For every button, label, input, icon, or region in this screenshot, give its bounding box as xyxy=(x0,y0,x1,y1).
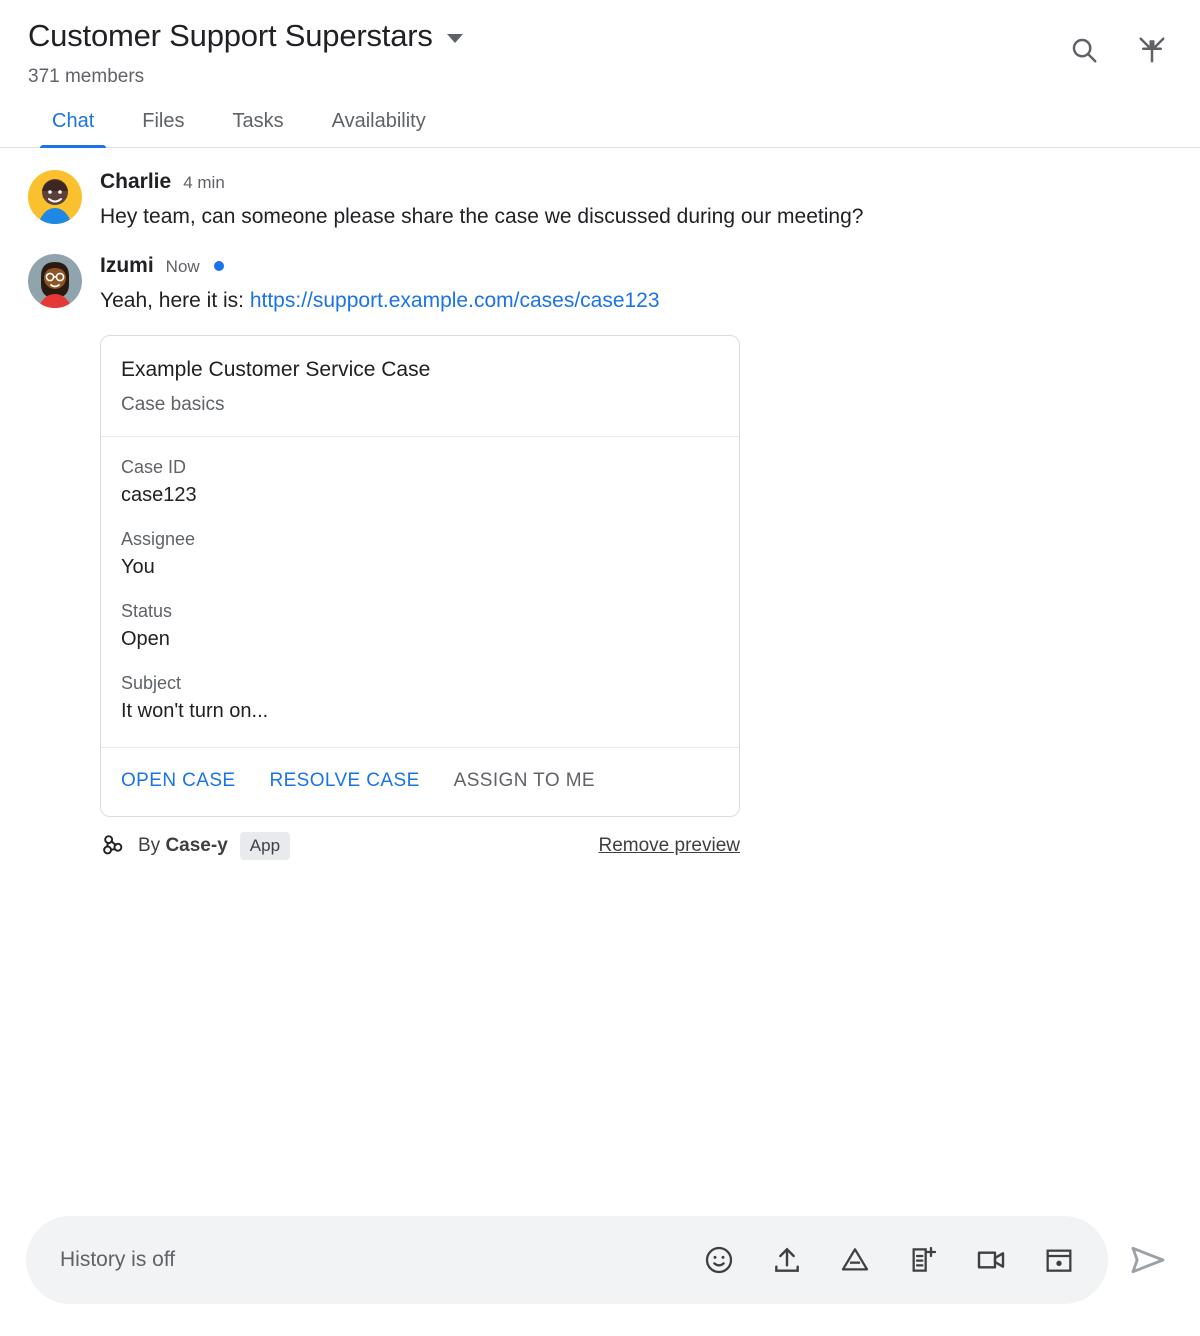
card-fields xyxy=(101,437,739,748)
webhook-icon xyxy=(100,831,126,862)
composer-bar xyxy=(0,1204,1200,1336)
field-label: Status xyxy=(121,600,173,621)
drive-icon[interactable] xyxy=(834,1239,876,1281)
card-title: Example Customer Service Case xyxy=(121,357,431,381)
message-timestamp: 4 min xyxy=(183,172,225,192)
case-preview-card xyxy=(100,335,740,817)
card-header xyxy=(101,336,739,437)
message-text xyxy=(100,286,1000,316)
member-count: 371 members xyxy=(28,65,145,87)
header-actions xyxy=(1064,18,1172,70)
app-name: Case-y xyxy=(165,835,228,857)
collapse-icon[interactable] xyxy=(1132,30,1172,70)
tab-files[interactable]: Files xyxy=(142,109,185,132)
message-text-prefix: Yeah, here it is: xyxy=(100,289,250,313)
card-field-case-id xyxy=(121,457,719,507)
avatar[interactable] xyxy=(28,254,82,308)
field-label: Assignee xyxy=(121,528,196,549)
composer[interactable] xyxy=(26,1216,1108,1304)
open-case-button[interactable]: OPEN CASE xyxy=(121,769,236,791)
field-value: You xyxy=(121,555,155,578)
card-field-subject xyxy=(121,673,719,723)
field-value: case123 xyxy=(121,483,197,506)
tab-bar xyxy=(0,88,1200,148)
tab-tasks[interactable]: Tasks xyxy=(232,109,284,132)
video-call-icon[interactable] xyxy=(970,1239,1012,1281)
remove-preview-link[interactable]: Remove preview xyxy=(598,835,740,857)
room-title-block xyxy=(28,18,1064,88)
avatar[interactable] xyxy=(28,170,82,224)
card-actions xyxy=(101,748,739,816)
attribution-text: By Case-y xyxy=(138,835,228,857)
field-value: Open xyxy=(121,627,170,650)
unread-indicator-icon xyxy=(214,261,224,271)
message-input[interactable] xyxy=(58,1247,698,1273)
card-field-assignee xyxy=(121,529,719,579)
tab-availability[interactable]: Availability xyxy=(331,109,426,132)
search-icon[interactable] xyxy=(1064,30,1104,70)
chevron-down-icon[interactable] xyxy=(447,34,463,43)
message-link[interactable]: https://support.example.com/cases/case123 xyxy=(249,289,660,313)
app-badge: App xyxy=(240,832,290,860)
send-icon[interactable] xyxy=(1122,1234,1174,1286)
document-add-icon[interactable] xyxy=(902,1239,944,1281)
room-header xyxy=(0,0,1200,88)
upload-icon[interactable] xyxy=(766,1239,808,1281)
card-field-status xyxy=(121,601,719,651)
field-label: Case ID xyxy=(121,456,187,477)
message-item xyxy=(28,254,1172,861)
page-title: Customer Support Superstars xyxy=(28,18,433,53)
calendar-icon[interactable] xyxy=(1038,1239,1080,1281)
resolve-case-button[interactable]: RESOLVE CASE xyxy=(269,769,420,791)
tab-chat[interactable]: Chat xyxy=(28,102,118,147)
emoji-icon[interactable] xyxy=(698,1239,740,1281)
message-sender: Izumi xyxy=(100,254,154,278)
assign-to-me-button[interactable]: ASSIGN TO ME xyxy=(453,769,595,791)
message-timestamp: Now xyxy=(165,257,200,277)
composer-icons xyxy=(698,1239,1080,1281)
card-subtitle: Case basics xyxy=(121,393,225,415)
field-label: Subject xyxy=(121,672,182,693)
message-list xyxy=(0,148,1200,1204)
message-sender: Charlie xyxy=(100,169,172,193)
message-text: Hey team, can someone please share the case we discussed during our meeting? xyxy=(100,204,864,228)
message-item xyxy=(28,170,1172,232)
card-attribution xyxy=(100,831,740,862)
field-value: It won't turn on... xyxy=(121,699,269,722)
